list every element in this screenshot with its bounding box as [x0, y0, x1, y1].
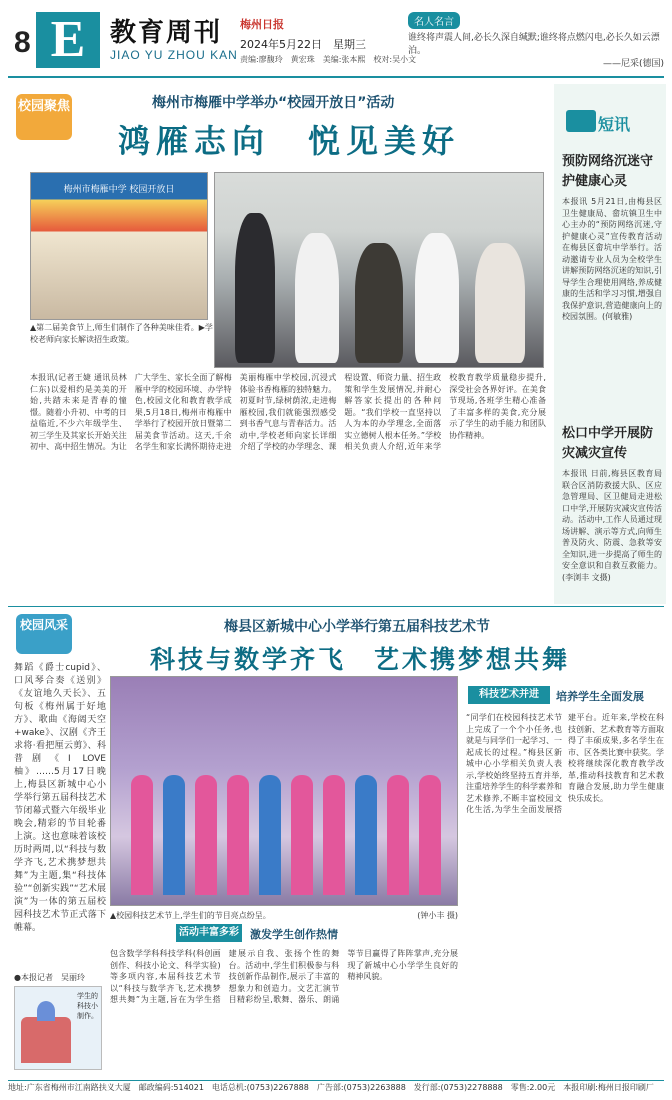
- performer-figure: [163, 775, 185, 895]
- article1-subtitle: 梅州市梅雁中学举办“校园开放日”活动: [152, 95, 395, 111]
- castle-tower-drawing: [37, 1001, 55, 1021]
- quote-text: 谁终将声震人间,必长久深自缄默;谁终将点燃闪电,必长久如云漂泊。: [408, 33, 660, 56]
- page-footer: 地址:广东省梅州市江南路扶义大厦 邮政编码:514021 电话总机:(0753)2267888 广告部:(0753)2263888 发行部:(0753)2278888 零售:2.00元 本报印刷:梅州日报印刷厂: [8, 1080, 664, 1096]
- famous-quote: [408, 32, 664, 71]
- student-drawing: [14, 986, 102, 1070]
- subhead-left-label: 活动丰富多彩: [176, 924, 242, 942]
- news-briefs-header: 短讯: [598, 115, 631, 134]
- article1-caption: ▲第二届美食节上,师生们制作了各种美味佳肴。▶学校老师向家长解读招生政策。: [30, 323, 213, 344]
- food-festival-photo: [30, 172, 208, 320]
- performer-figure: [227, 775, 249, 895]
- brief2-body: 本报讯 日前,梅县区教育局联合区消防救援大队、区应急管理局、区卫健局走进松口中学,开展防灾减灾宣传活动。活动中,工作人员通过现场讲解、演示等方式,向师生普及防火、防震、急救等安全知识,进一步提高了师生的安全意识和自救互救能力。(李浏丰 文摄): [562, 469, 662, 582]
- article1-body: 本报讯(记者王婕 通讯员林仁东)以爱相约是美美的开始,共踏未来是青春的憧憬。随着小升初、中考的日益临近,不少六年级学生、初三学生及其家长开始关注初中、高中招生情况。为让广大学生、家长全面了解梅雁中学的校园环境、办学特色,校园文化和教育教学成果,5月18日,梅州市梅雁中学举行了校园开放日暨第二届美食节活动。这天,千余名学生和家长满怀期待走进美丽梅雁中学校园,沉浸式体验书香梅雁的独特魅力。初夏时节,绿树荫浓,走进梅雁校园,我们就能强烈感受到书香气息与青春活力。活动中,学校老师向家长详细介绍了学校的办学理念、课程设置、师资力量、招生政策和学生发展情况,并耐心解答家长提出的各种问题。“我们学校一直坚持以人为本的办学理念,全面落实立德树人根本任务。”学校相关负责人介绍,近年来学校教育教学质量稳步提升,深受社会各界好评。在美食节现场,各班学生精心准备了丰富多样的美食,充分展示了学生的动手能力和团队协作精神。: [30, 373, 546, 451]
- brief1-headline: 预防网络沉迷守护健康心灵: [562, 154, 654, 189]
- article1-headline: 鸿雁志向 悦见美好: [118, 122, 461, 160]
- performer-figure: [131, 775, 153, 895]
- quote-badge: 名人名言: [408, 12, 460, 29]
- paper-logo: 梅州日报: [240, 18, 284, 31]
- section-letter-logo: E: [36, 12, 100, 68]
- performer-figure: [195, 775, 217, 895]
- photo-figure: [355, 243, 403, 363]
- masthead: [0, 0, 672, 80]
- performer-figure: [355, 775, 377, 895]
- open-day-photo: [214, 172, 544, 368]
- performer-figure: [387, 775, 409, 895]
- section-pinyin: JIAO YU ZHOU KAN: [110, 48, 238, 62]
- subhead-right-label: 科技艺术并进: [468, 686, 550, 704]
- editor-credits: 责编:廖馥玲 黄宏珠 美编:张本熙 校对:吴小文: [240, 55, 417, 64]
- photo-figure: [475, 243, 525, 363]
- performance-photo: [110, 676, 458, 906]
- subhead-left-text: 激发学生创作热情: [250, 928, 338, 941]
- castle-drawing: [21, 1017, 71, 1063]
- performer-figure: [419, 775, 441, 895]
- article2-byline: ●本报记者 吴丽玲: [14, 973, 85, 982]
- article2-body-right: “同学们在校园科技艺术节上完成了一个个小任务,也就是与同学们一起学习、一起成长的过程。”梅县区新城中心小学相关负责人表示,学校始终坚持五育并举,注重培养学生的科学素养和艺术修养,不断丰富校园文化生活,为学生全面发展搭建平台。近年来,学校在科技创新、艺术教育等方面取得了丰硕成果,多名学生在市、区各类比赛中获奖。学校将继续深化教育教学改革,推动科技教育和艺术教育融合发展,助力学生健康快乐成长。: [466, 713, 664, 814]
- photo-figure: [415, 233, 459, 363]
- performer-figure: [323, 775, 345, 895]
- performer-figure: [259, 775, 281, 895]
- photo-banner-text: 梅州市梅雁中学 校园开放日: [63, 185, 175, 195]
- brief1-body: 本报讯 5月21日,由梅县区卫生健康局、畲坑镇卫生中心主办的“预防网络沉迷,守护健康心灵”宣传教育活动在梅县区畲坑中学举行。活动邀请专业人员为全校学生讲解预防网络沉迷的知识,引导学生合理使用网络,养成健康的生活和学习习惯,增强自我保护意识,营造健康向上的校园氛围。(何敏雅): [562, 197, 662, 321]
- article2-headline: 科技与数学齐飞 艺术携梦想共舞: [150, 645, 571, 674]
- photo-figure: [295, 233, 339, 363]
- caption-text: ▲校园科技艺术节上,学生们的节目亮点纷呈。: [110, 911, 271, 920]
- quote-author: ——尼采(德国): [602, 59, 664, 69]
- subhead-right-text: 培养学生全面发展: [556, 690, 644, 703]
- news-brief-icon: [566, 110, 596, 132]
- article2-subtitle: 梅县区新城中心小学举行第五届科技艺术节: [224, 619, 490, 635]
- drawing-caption: 学生的科技小制作。: [77, 992, 98, 1020]
- article2-caption: [110, 910, 458, 921]
- section-title: 教育周刊: [110, 18, 223, 48]
- photo-credit: (钟小丰 摄): [417, 911, 458, 920]
- masthead-rule: [8, 76, 664, 78]
- page-number: 8: [14, 26, 31, 59]
- campus-focus-tag: 校园聚焦: [16, 94, 72, 140]
- article2-body-left: 包含数学学科科技学科(科创画创作、科技小论文、科学实验)等多项内容,本届科技艺术节以“科技与数学齐飞,艺术携梦想共舞”为主题,旨在为学生搭建展示自我、张扬个性的舞台。活动中,学生们积极参与科技创新作品制作,展示了丰富的想象力和创造力。文艺汇演节目精彩纷呈,歌舞、器乐、朗诵等节目赢得了阵阵掌声,充分展现了新城中心小学学生良好的精神风貌。: [110, 949, 458, 1004]
- article2-lead: 舞蹈《爵士cupid》、口风琴合奏《送别》《友谊地久天长》、五句板《梅州属于好地方》、歌曲《海阔天空+wake》、汉剧《齐王求将·看把厘云剪》、科普剧《I LOVE 柚》……5月17日晚上,梅县区新城中心小学举行第五届科技艺术节闭幕式暨六年级毕业晚会,精彩的节目轮番上演。这也意味着该校历时两周,以“科技与数学齐飞,艺术携梦想共舞”为主题,集“科技体验”“创新实践”“艺术展演”为一体的第五届校园科技艺术节正式落下帷幕。: [14, 663, 106, 933]
- photo-figure: [235, 213, 275, 363]
- brief2-headline: 松口中学开展防灾减灾宣传: [562, 426, 654, 461]
- issue-date: 2024年5月22日 星期三: [240, 38, 366, 51]
- campus-style-tag: 校园风采: [16, 614, 72, 654]
- section-divider: [8, 606, 664, 607]
- performer-figure: [291, 775, 313, 895]
